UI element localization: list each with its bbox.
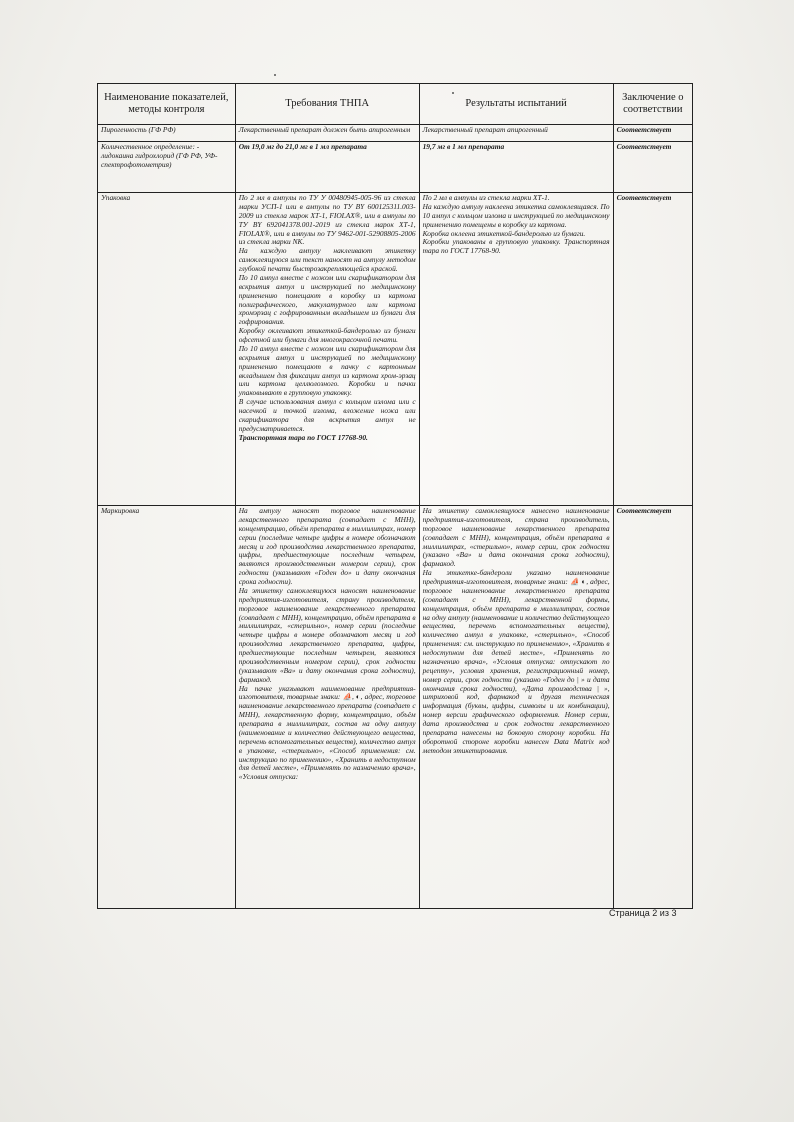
header-results: Результаты испытаний	[419, 84, 613, 125]
page-number: Страница 2 из 3	[609, 908, 677, 918]
header-indicators: Наименование показателей, методы контроля	[98, 84, 236, 125]
result-text: Лекарственный препарат апирогенный	[419, 125, 613, 142]
scan-speck	[452, 92, 454, 94]
table-row-marking	[98, 506, 693, 909]
conclusion-text: Соответствует	[613, 142, 692, 193]
requirement-paragraph: По 10 ампул вместе с ножом или скарификатором для вскрытия ампул и инструкцией по медицинскому применению помещают в пачку с картонным вкладышем для фиксации ампул из картона хром-эрзац или картона целлюлозного. Коробки и пачки упаковывают в групповую упаковку.	[238, 343, 416, 398]
table-row-quantitative	[98, 142, 693, 193]
header-requirements: Требования ТНПА	[235, 84, 419, 125]
table-row-packaging	[98, 193, 693, 506]
header-conclusion: Заключение о соответствии	[613, 84, 692, 125]
indicator-name: Количественное определение: - лидокаина гидрохлорид (ГФ РФ, УФ-спектрофотометрия)	[98, 142, 236, 193]
indicator-name: Упаковка	[98, 193, 236, 506]
result-value: 19,7 мг в 1 мл препарата	[422, 142, 505, 151]
requirement-text	[235, 193, 419, 506]
requirement-text	[235, 142, 419, 193]
result-text	[419, 193, 613, 506]
conclusion-text: Соответствует	[613, 506, 692, 909]
indicator-name: Пирогенность (ГФ РФ)	[98, 125, 236, 142]
result-paragraph: Коробки упакованы в групповую упаковку. Транспортная тара по ГОСТ 17768-90.	[422, 237, 610, 256]
requirement-text: Лекарственный препарат должен быть апирогенным	[235, 125, 419, 142]
indicator-name: Маркировка	[98, 506, 236, 909]
conclusion-text: Соответствует	[613, 125, 692, 142]
requirement-paragraph: По 10 ампул вместе с ножом или скарификатором для вскрытия ампул и инструкцией по медицинскому применению помещают в коробку из картона полиграфического, макулатурного или картона хромэрзац с гофрированным вкладышем из бумаги для гофрирования.	[238, 272, 416, 327]
result-paragraph: На этикетку самоклеящуюся нанесено наименование предприятия-изготовителя, страна производитель, торговое наименование лекарственного препарата (совпадает с МНН), концентрация, объём препарата в миллилитрах, «стерильно», номер серии, срок годности (указано «Ва» и дата окончания срока годности), фармакод.	[422, 506, 610, 569]
requirement-paragraph: На этикетку самоклеящуюся наносят наименование предприятия-изготовителя, страну производителя, торговое наименование лекарственного препарата (совпадает с МНН), концентрацию, объём препарата в миллилитрах, «стерильно», номер серии (последние четыре цифры в номере обозначают месяц и год производства лекарственного препарата, цифры, предшествующие последним четырем, являются производственным номером серии), срок годности (указывают «Ва» и дату окончания срока годности), фармакод.	[238, 585, 416, 684]
requirement-value: От 19,0 мг до 21,0 мг в 1 мл препарата	[238, 142, 367, 151]
result-text	[419, 142, 613, 193]
result-text	[419, 506, 613, 909]
result-paragraph: По 2 мл в ампулы из стекла марки ХТ-1.	[422, 193, 550, 202]
result-paragraph: Коробка оклеена этикеткой-бандеролью из бумаги.	[422, 228, 586, 238]
table-row-pyrogenicity	[98, 125, 693, 142]
scan-speck	[274, 74, 276, 76]
requirement-paragraph: На пачке указывают наименование предприятия-изготовителя, товарные знаки: ⛵, ◐, адрес, торговое наименование лекарственного препарата (совпадает с МНН), лекарственную форму, концентрацию, объём препарата в миллилитрах, состав на одну ампулу (наименование и количество действующего вещества, перечень вспомогательных веществ), количество ампул в упаковке, «стерильно», «Способ применения: см. инструкцию по применению», «Хранить в недоступном для детей месте», «Применять по назначению врача», «Условия отпуска:	[238, 683, 416, 782]
requirement-paragraph: По 2 мл в ампулы по ТУ У 00480945-005-96 из стекла марки УСП-1 или в ампулы по ТУ BY 600125311.003-2009 из стекла марок ХТ-1, FIOLAX®, или в ампулы по ТУ BY 692041378.001-2019 из стекла марок ХТ-1, FIOLAX®, или в ампулы по ТУ 9462-001-52908805-2006 из стекла марки NK.	[238, 193, 416, 247]
result-paragraph: На этикетке-бандероли указано наименование предприятия-изготовителя, товарные знаки: ⛵ ◐, адрес, торговое наименование лекарственного препарата (совпадает с МНН), лекарственной формы, концентрация, объём препарата в миллилитрах, состав на одну ампулу (наименование и количество действующего вещества, перечень вспомогательных веществ), количество ампул в упаковке, «стерильно», «Способ применения: см. инструкцию по применению», «Хранить в недоступном для детей месте», «Применять по назначению врача», «Условия отпуска: отпускают по рецепту», условия хранения, регистрационный номер, номер серии, срок годности (указано «Годен до | » и дата окончания срока годности), «Дата производства | », штриховой код, фармакод и другая техническая информация (буквы, цифры, символы и их комбинации), номер версии графического оформления. Номер серии, дата производства и срок годности лекарственного препарата нанесены на боковую сторону коробки. На оборотной стороне коробки нанесен Data Matrix код методом этикетирования.	[422, 568, 610, 755]
requirement-paragraph: Транспортная тара по ГОСТ 17768-90.	[238, 432, 368, 442]
requirement-paragraph: Коробку оклеивают этикеткой-бандеролью из бумаги офсетной или бумаги для многокрасочной печати.	[238, 326, 416, 344]
conclusion-text: Соответствует	[613, 193, 692, 506]
requirement-paragraph: На ампулу наносят торговое наименование лекарственного препарата (совпадает с МНН), концентрацию, объём препарата в миллилитрах, номер серии (последние четыре цифры в номере обозначают месяц и год производства лекарственного препарата, цифры, предшествующие последним четырем, являются производственным номером серии), срок годности (указывают «Годен до» и дату окончания срока годности).	[238, 506, 416, 586]
result-paragraph: На каждую ампулу наклеена этикетка самоклеящаяся. По 10 ампул с кольцом излома и инструкцией по медицинскому применению помещены в коробку из картона.	[422, 201, 610, 229]
requirement-paragraph: На каждую ампулу наклеивают этикетку самоклеящуюся или текст наносят на ампулу методом глубокой печати быстрозакрепляющейся краской.	[238, 246, 416, 273]
table-header-row	[98, 84, 693, 125]
requirement-text	[235, 506, 419, 909]
requirement-paragraph: В случае использования ампул с кольцом излома или с насечкой и точкой излома, вложение ножа или скарификатора для вскрытия ампул не предусматривается.	[238, 397, 416, 433]
results-table	[97, 83, 693, 909]
